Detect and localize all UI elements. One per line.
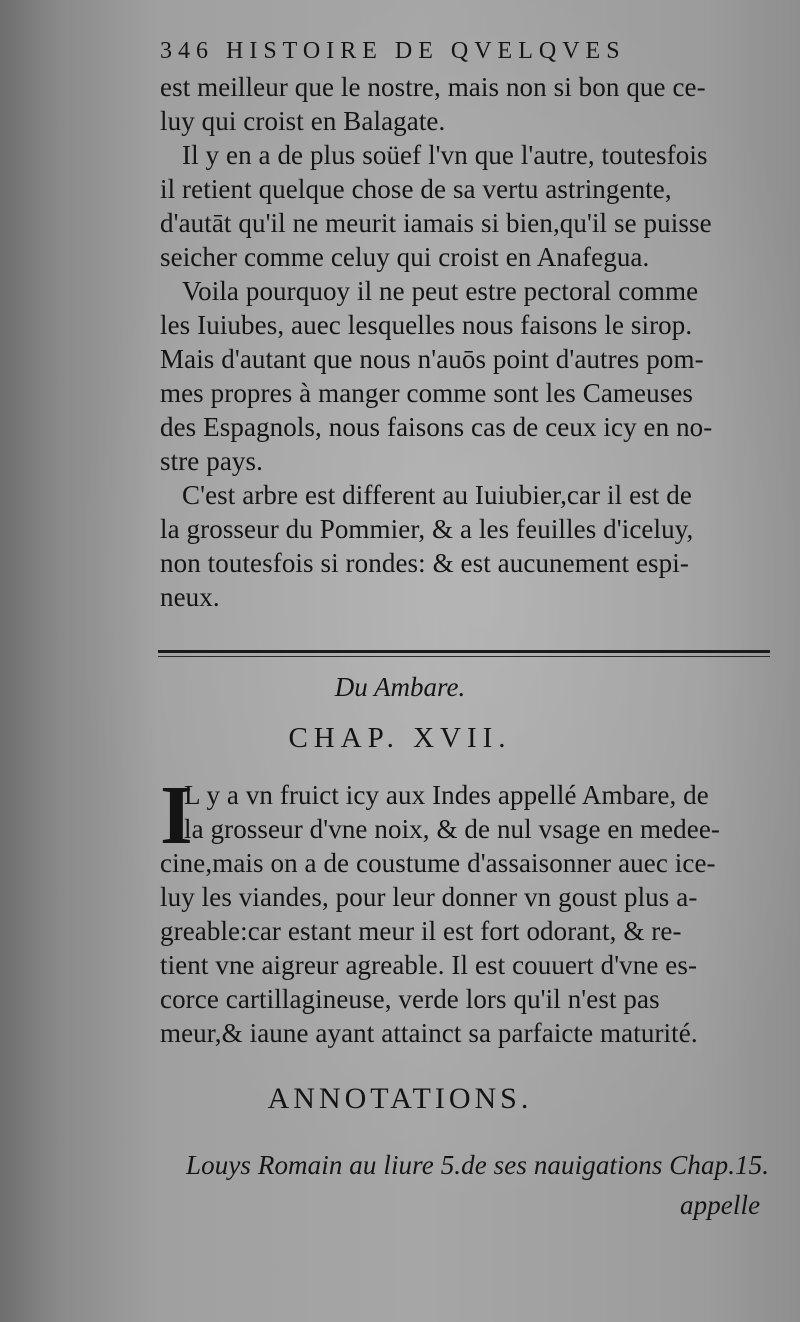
text-line: des Espagnols, nous faisons cas de ceux icy en no-	[160, 412, 713, 442]
drop-cap: I	[160, 769, 193, 862]
text-line: Mais d'autant que nous n'auōs point d'autres pom-	[160, 344, 704, 374]
section-rule-thin	[158, 656, 770, 657]
text-line: L y a vn fruict icy aux Indes appellé Ambare, de	[184, 780, 709, 810]
text-line: la grosseur du Pommier, & a les feuilles d'iceluy,	[160, 514, 694, 544]
text-line: est meilleur que le nostre, mais non si bon que ce-	[160, 72, 706, 102]
text-line: C'est arbre est different au Iuiubier,car il est de	[182, 480, 692, 510]
text-line: non toutesfois si rondes: & est aucunement espi-	[160, 548, 689, 578]
text-line: luy qui croist en Balagate.	[160, 106, 446, 136]
section-subtitle: Du Ambare.	[334, 672, 466, 702]
text-line: neux.	[160, 582, 220, 612]
text-line: corce cartillagineuse, verde lors qu'il n'est pas	[160, 984, 660, 1014]
text-line: Louys Romain au liure 5.de ses nauigations Chap.15.	[186, 1150, 770, 1180]
annotations-heading: ANNOTATIONS.	[267, 1082, 533, 1115]
text-line: greable:car estant meur il est fort odorant, & re-	[160, 916, 682, 946]
chapter-heading: CHAP. XVII.	[288, 722, 512, 754]
text-line: stre pays.	[160, 446, 263, 476]
text-line: luy les viandes, pour leur donner vn goust plus a-	[160, 882, 698, 912]
text-line: meur,& iaune ayant attainct sa parfaicte maturité.	[160, 1018, 698, 1048]
catchword: appelle	[680, 1190, 761, 1220]
text-line: Voila pourquoy il ne peut estre pectoral comme	[182, 276, 699, 306]
text-line: les Iuiubes, auec lesquelles nous faisons le sirop.	[160, 310, 693, 340]
text-line: d'autāt qu'il ne meurit iamais si bien,qu'il se puisse	[160, 208, 712, 238]
running-head: 346 HISTOIRE DE QVELQVES	[160, 38, 626, 64]
section-rule-thick	[158, 650, 770, 653]
text-line: cine,mais on a de coustume d'assaisonner auec ice-	[160, 848, 716, 878]
text-line: tient vne aigreur agreable. Il est couuert d'vne es-	[160, 950, 698, 980]
text-line: Il y en a de plus soüef l'vn que l'autre, toutesfois	[182, 140, 708, 170]
text-line: la grosseur d'vne noix, & de nul vsage en medee-	[184, 814, 721, 844]
text-line: il retient quelque chose de sa vertu astringente,	[160, 174, 672, 204]
text-line: mes propres à manger comme sont les Cameuses	[160, 378, 694, 408]
text-line: seicher comme celuy qui croist en Anafegua.	[160, 242, 650, 272]
